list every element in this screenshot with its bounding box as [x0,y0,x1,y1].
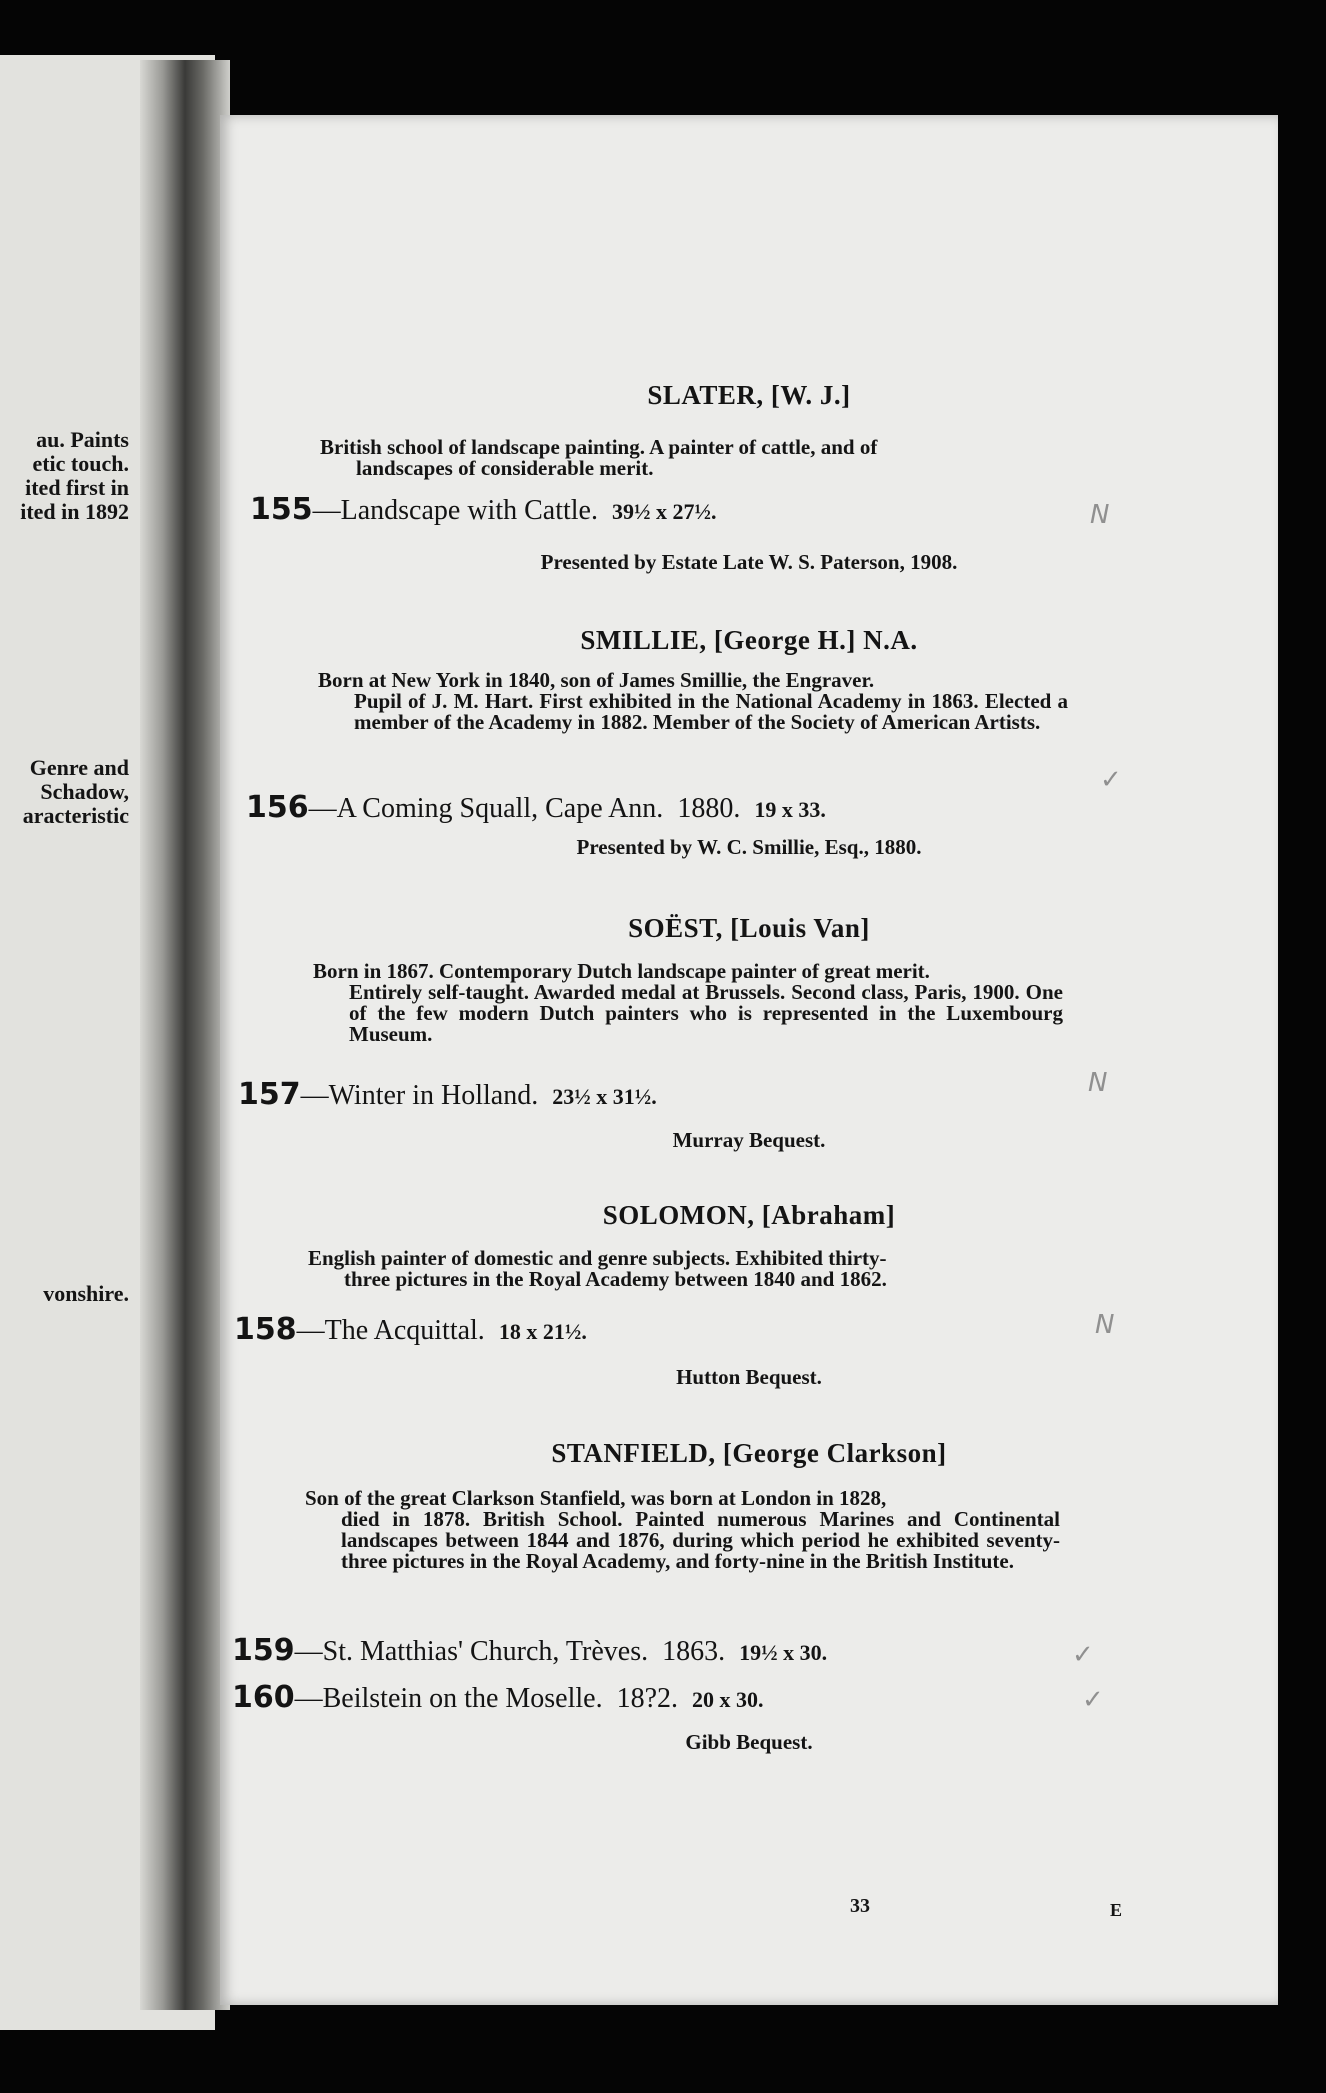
entry-year: 18?2. [616,1683,679,1714]
entry-number: 157 [238,1077,301,1112]
bio-continuation: three pictures in the Royal Academy between 1840 and 1862. [344,1267,887,1291]
entry-title: —Landscape with Cattle. [312,495,598,526]
left-text-fragment: Genre and [29,755,129,780]
entry-credit: Murray Bequest. [672,1128,826,1152]
left-text-fragment: au. Paints [36,427,129,452]
entry-credit: Hutton Bequest. [676,1365,822,1389]
entry-year: 1880. [677,793,741,824]
entry-size: 19½ x 30. [739,1640,828,1665]
entry-credit: Presented by Estate Late W. S. Paterson, 1908. [540,550,958,574]
handwritten-mark: N [1095,1310,1115,1340]
catalogue-entry [250,492,716,527]
bio-continuation: Entirely self-taught. Awarded medal at Brussels. Second class, Paris, 1900. One of the few modern Dutch painters who is represented in the Luxembourg Museum. [349,980,1063,1046]
artist-bio [305,1488,1060,1572]
entry-title: —The Acquittal. [296,1315,485,1346]
handwritten-check-mark: ✓ [1100,765,1122,795]
artist-heading: SMILLIE, [George H.] N.A. [580,625,918,655]
artist-bio [320,437,1070,479]
entry-number: 155 [250,492,313,527]
catalogue-page [220,115,1278,2005]
entry-number: 158 [234,1312,297,1347]
left-text-fragment: ited in 1892 [20,499,129,524]
entry-year: 1863. [662,1636,726,1667]
artist-heading: SOLOMON, [Abraham] [602,1200,896,1230]
bio-continuation: landscapes of considerable merit. [356,456,654,480]
artist-bio [308,1248,1058,1290]
bio-continuation: died in 1878. British School. Painted numerous Marines and Continental landscapes between 1844 and 1876, during which period he exhibited seventy-three pictures in the Royal Academy, and forty-nine in the British Institute. [341,1507,1060,1573]
handwritten-mark: N [1090,500,1110,530]
catalogue-entry [234,1312,587,1347]
bio-first-line: British school of landscape painting. A painter of cattle, and of [320,435,878,459]
artist-bio [313,961,1063,1045]
entry-number: 159 [232,1633,295,1668]
left-text-fragment: vonshire. [43,1281,129,1306]
entry-title: —Winter in Holland. [300,1080,539,1111]
signature-mark: E [1110,1900,1123,1920]
bio-first-line: English painter of domestic and genre subjects. Exhibited thirty- [308,1246,887,1270]
artist-heading: SOËST, [Louis Van] [628,913,870,943]
artist-bio [318,670,1068,733]
bio-first-line: Born in 1867. Contemporary Dutch landscape painter of great merit. [313,959,930,983]
catalogue-entry [246,790,826,825]
bio-continuation: Pupil of J. M. Hart. First exhibited in the National Academy in 1863. Elected a member of the Academy in 1882. Member of the Society of American Artists. [354,689,1068,734]
artist-heading: STANFIELD, [George Clarkson] [551,1438,947,1468]
handwritten-mark: N [1088,1068,1108,1098]
page-number: 33 [850,1895,870,1917]
entry-number: 160 [232,1680,295,1715]
handwritten-check-mark: ✓ [1082,1685,1104,1715]
entry-size: 19 x 33. [754,797,826,822]
entry-size: 18 x 21½. [498,1319,587,1344]
entry-credit: Presented by W. C. Smillie, Esq., 1880. [576,835,922,859]
entry-title: —St. Matthias' Church, Trèves. [294,1636,649,1667]
entry-credit: Gibb Bequest. [685,1730,813,1754]
entry-title: —A Coming Squall, Cape Ann. [308,793,664,824]
handwritten-check-mark: ✓ [1072,1640,1094,1670]
left-text-fragment: Schadow, [40,779,129,804]
left-text-fragment: etic touch. [32,451,129,476]
bio-first-line: Son of the great Clarkson Stanfield, was born at London in 1828, [305,1486,887,1510]
entry-title: —Beilstein on the Moselle. [294,1683,603,1714]
catalogue-entry [232,1633,827,1668]
entry-size: 20 x 30. [692,1687,764,1712]
left-text-fragment: aracteristic [22,803,129,828]
left-text-fragment: ited first in [25,475,129,500]
catalogue-entry [232,1680,764,1715]
entry-size: 23½ x 31½. [552,1084,657,1109]
entry-size: 39½ x 27½. [611,499,717,524]
book-gutter [140,60,230,2010]
bio-first-line: Born at New York in 1840, son of James Smillie, the Engraver. [318,668,875,692]
entry-number: 156 [246,790,309,825]
catalogue-entry [238,1077,657,1112]
artist-heading: SLATER, [W. J.] [647,380,851,410]
